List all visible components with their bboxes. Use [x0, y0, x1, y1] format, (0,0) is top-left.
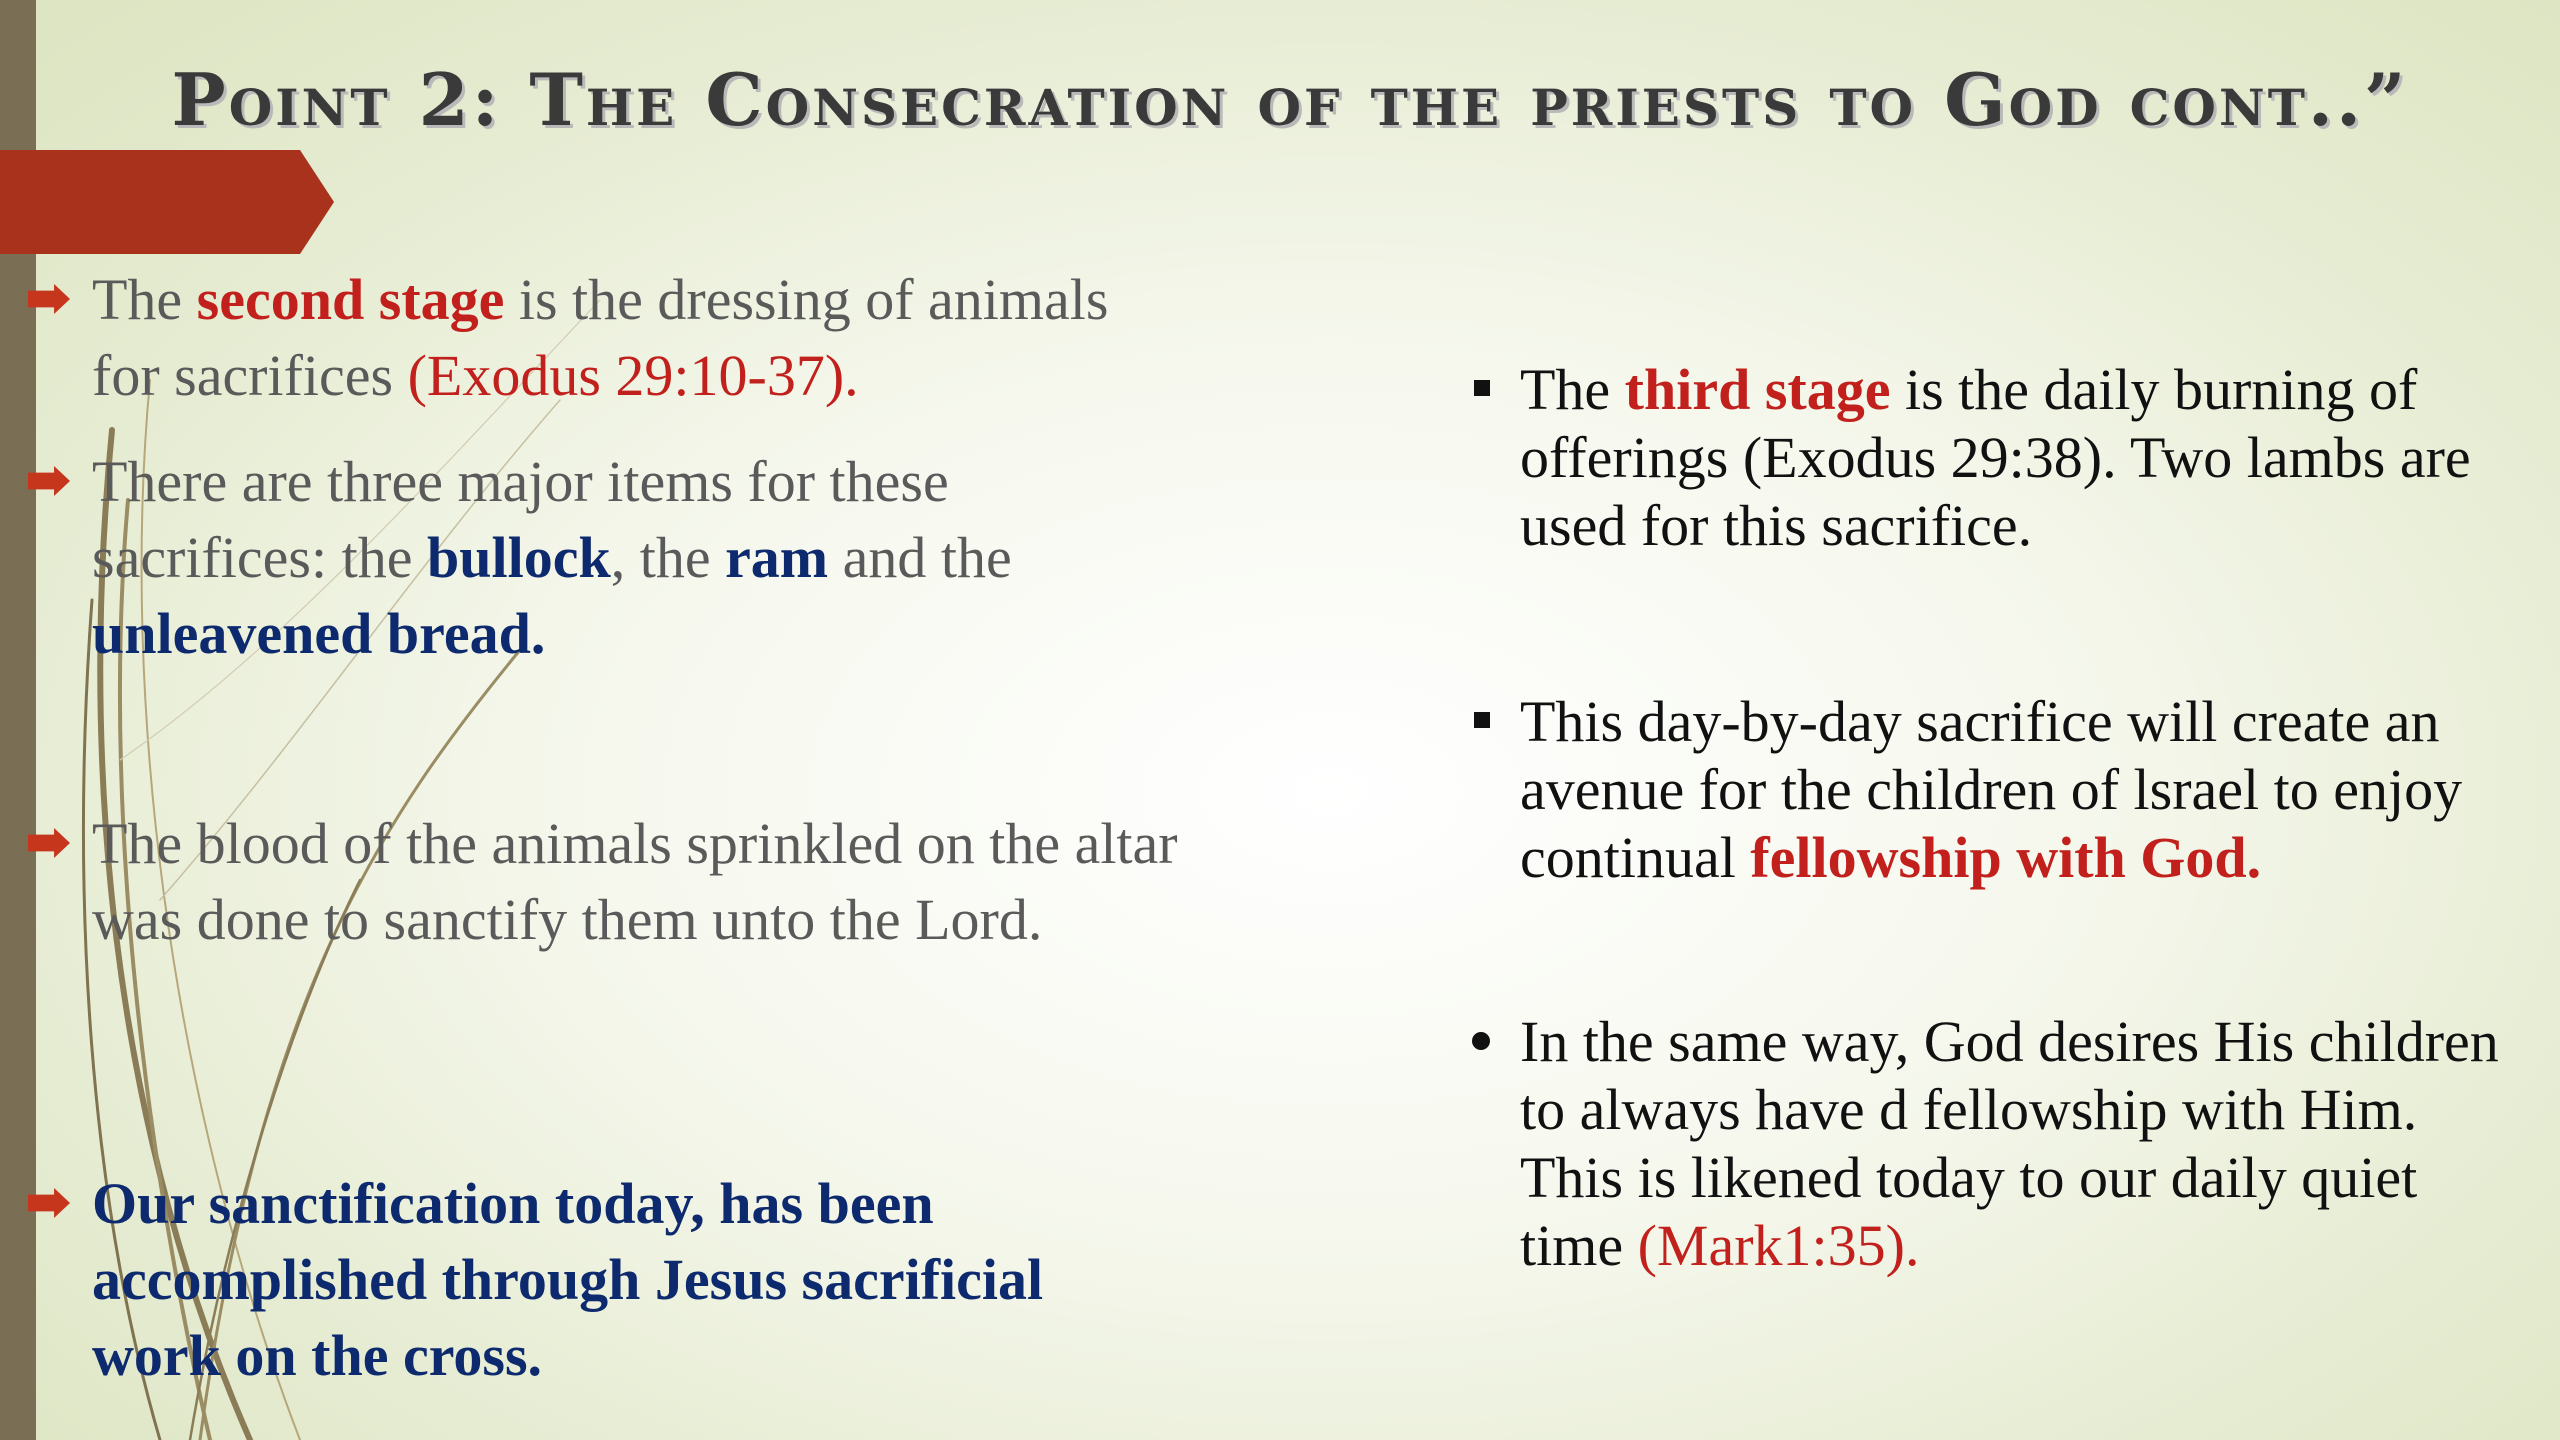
highlight-fellowship-with-god: fellowship with God. [1750, 825, 2262, 890]
highlight-second-stage: second stage [196, 267, 505, 332]
text-segment: This day-by-day sacrifice will create an avenue for the children of lsrael to enjoy continual [1520, 689, 2463, 890]
square-bullet-icon [1474, 380, 1490, 396]
scripture-reference: (Exodus 29:10-37). [407, 343, 859, 408]
text-segment: In the same way, God desires His children to always have d fellowship with Him. This is likened today to our daily quiet time [1520, 1009, 2499, 1278]
bullet-same-way [1470, 1008, 2530, 1280]
square-bullet-icon [1474, 712, 1490, 728]
text-segment: The blood of the animals sprinkled on the altar was done to sanctify them unto the Lord. [92, 811, 1178, 952]
bullet-day-by-day [1470, 688, 2530, 892]
bullet-our-sanctification [22, 1166, 1182, 1394]
right-arrow-icon [28, 828, 70, 858]
text-segment: There are three major items for these sacrifices: the [92, 449, 949, 590]
text-segment: Our sanctification today, has been accomplished through Jesus sacrificial work on the cross. [92, 1171, 1044, 1388]
highlight-unleavened-bread: unleavened bread. [92, 601, 546, 666]
highlight-third-stage: third stage [1624, 357, 1891, 422]
text-segment: is the daily burning of offerings (Exodus 29:38). Two lambs are used for this sacrifice. [1520, 357, 2471, 558]
highlight-bullock: bullock [426, 525, 611, 590]
text-segment: and the [828, 525, 1012, 590]
bullet-three-items [22, 444, 1182, 672]
text-segment: is the dressing of animals for sacrifices [92, 267, 1109, 408]
bullet-third-stage [1470, 356, 2530, 560]
text-segment: , the [610, 525, 726, 590]
bullet-blood-sprinkled [22, 806, 1182, 958]
scripture-reference: (Mark1:35 [1637, 1213, 1886, 1278]
text-segment: The [1520, 357, 1625, 422]
bullet-second-stage [22, 262, 1182, 414]
right-arrow-icon [28, 466, 70, 496]
highlight-ram: ram [725, 525, 829, 590]
round-bullet-icon [1472, 1032, 1490, 1050]
right-arrow-icon [28, 1188, 70, 1218]
text-segment: ). [1885, 1213, 1920, 1278]
right-arrow-icon [28, 284, 70, 314]
slide-title: Point 2: The Consecration of the priests to God cont..” [171, 57, 2409, 142]
text-segment: The [92, 267, 197, 332]
